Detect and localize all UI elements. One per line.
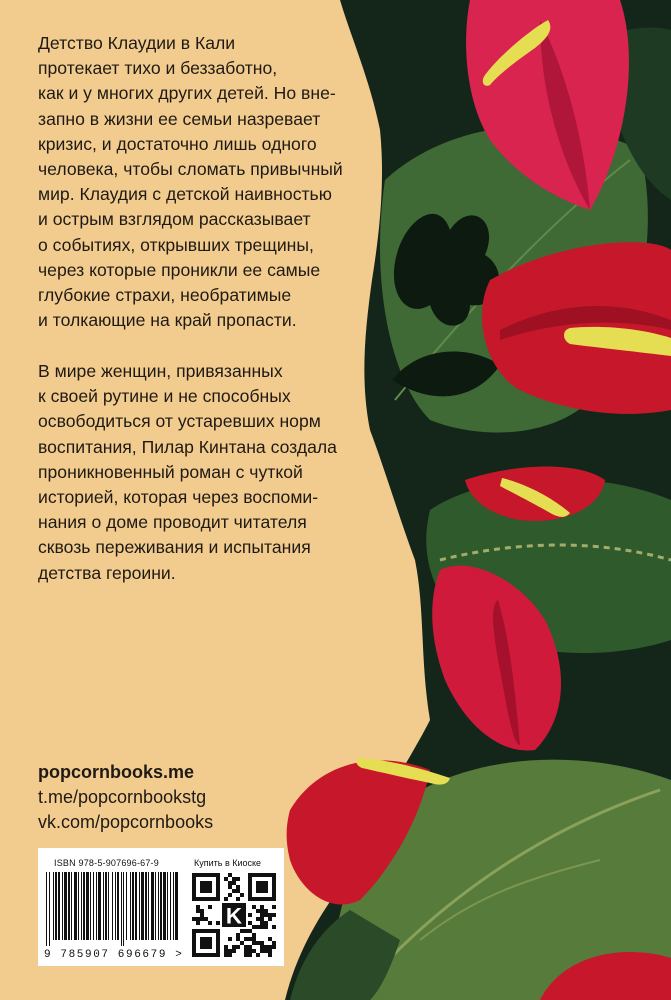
qr-module: [224, 949, 228, 953]
barcode-bar: [148, 872, 149, 940]
barcode-bar: [58, 872, 60, 940]
barcode-bar: [167, 872, 168, 940]
qr-module: [252, 925, 256, 929]
qr-module: [224, 897, 228, 901]
barcode-bar: [74, 872, 77, 940]
qr-module: [244, 949, 248, 953]
barcode-bar: [155, 872, 156, 940]
qr-module: [200, 909, 204, 913]
barcode-bar: [71, 872, 72, 940]
barcode-bar: [68, 872, 70, 940]
barcode-digits: 9 785907 696679 >: [44, 949, 184, 961]
qr-module: [264, 945, 268, 949]
qr-module: [248, 929, 252, 933]
barcode-bar: [53, 872, 54, 940]
qr-module: [260, 921, 264, 925]
qr-module: [196, 921, 200, 925]
qr-module: [236, 945, 240, 949]
qr-module: [268, 945, 272, 949]
qr-module: [224, 953, 228, 957]
qr-module: [256, 909, 260, 913]
barcode-bar: [98, 872, 101, 940]
qr-module: [224, 877, 228, 881]
barcode-bar: [62, 872, 63, 940]
qr-module: [264, 909, 268, 913]
qr-module: [244, 929, 248, 933]
qr-module: [268, 917, 272, 921]
qr-module: [252, 905, 256, 909]
qr-module: [244, 953, 248, 957]
qr-module: [204, 917, 208, 921]
barcode-bar: [117, 872, 119, 940]
qr-module: [200, 913, 204, 917]
publisher-links: [38, 760, 213, 835]
qr-module: [244, 937, 248, 941]
qr-module: [208, 921, 212, 925]
qr-module: [228, 937, 232, 941]
barcode-bar: [160, 872, 162, 940]
barcode-bar: [173, 872, 174, 940]
barcode-bar: [64, 872, 67, 940]
barcode-bar: [123, 872, 124, 946]
qr-module: [256, 941, 260, 945]
barcode-bar: [121, 872, 122, 946]
isbn-label: ISBN 978-5-907696-67-9: [54, 858, 159, 868]
barcode-bar: [130, 872, 131, 940]
qr-module: [248, 937, 252, 941]
qr-module: [248, 949, 252, 953]
barcode-bar: [163, 872, 166, 940]
qr-module: [216, 921, 220, 925]
qr-finder-core: [200, 881, 212, 893]
barcode-bar: [55, 872, 57, 940]
qr-module: [272, 925, 276, 929]
qr-module: [248, 913, 252, 917]
qr-module: [228, 873, 232, 877]
barcode-bar: [90, 872, 91, 940]
qr-module: [228, 949, 232, 953]
qr-module: [240, 893, 244, 897]
qr-module: [256, 925, 260, 929]
qr-module: [208, 905, 212, 909]
qr-module: [252, 941, 256, 945]
qr-module: [232, 877, 236, 881]
description-paragraph-1: Детство Клаудии в Кали протекает тихо и беззаботно, как и у многих других детей. Но вне- запно в жизни ее семьи назревает кризис, и достаточно лишь одного человека, чтобы сломать привычный мир. Клаудия с детской наивностью и острым взглядом рассказывает о событиях, открывших трещины, через которые проникли ее самые глубокие страхи, необратимые и толкающие на край пропасти.: [38, 33, 343, 331]
qr-module: [260, 945, 264, 949]
qr-module: [192, 917, 196, 921]
barcode-bar: [135, 872, 137, 940]
qr-module: [232, 945, 236, 949]
qr-module: [248, 945, 252, 949]
barcode-bar: [151, 872, 154, 940]
qr-module: [200, 917, 204, 921]
qr-module: [272, 945, 276, 949]
barcode-bar: [126, 872, 127, 940]
website-link[interactable]: popcornbooks.me: [38, 762, 195, 782]
qr-module: [228, 893, 232, 897]
qr-finder-core: [256, 881, 268, 893]
qr-module: [268, 953, 272, 957]
qr-module: [228, 885, 232, 889]
qr-module: [264, 925, 268, 929]
barcode-bar: [145, 872, 147, 940]
qr-module: [236, 877, 240, 881]
barcode-panel: [38, 848, 284, 966]
barcode-bar: [96, 872, 97, 940]
qr-module: [232, 949, 236, 953]
qr-module: [236, 937, 240, 941]
telegram-link[interactable]: t.me/popcornbookstg: [38, 787, 207, 807]
qr-module: [240, 941, 244, 945]
vk-link[interactable]: vk.com/popcornbooks: [38, 812, 214, 832]
barcode-bar: [108, 872, 109, 940]
barcode-bar: [46, 872, 47, 946]
qr-finder-core: [200, 937, 212, 949]
barcode-bar: [139, 872, 140, 940]
qr-module: [236, 933, 240, 937]
qr-module: [264, 921, 268, 925]
qr-module: [236, 885, 240, 889]
qr-module: [260, 909, 264, 913]
qr-module: [224, 945, 228, 949]
qr-module: [248, 953, 252, 957]
qr-module: [268, 913, 272, 917]
barcode-bar: [132, 872, 134, 940]
qr-module: [260, 905, 264, 909]
qr-module: [272, 905, 276, 909]
barcode-bar: [115, 872, 116, 940]
ean-barcode: [44, 872, 184, 946]
kiosk-label: Купить в Киоске: [194, 858, 262, 868]
barcode-bar: [175, 872, 178, 940]
qr-module: [196, 917, 200, 921]
qr-module: [252, 933, 256, 937]
qr-module: [228, 881, 232, 885]
qr-module: [248, 921, 252, 925]
qr-module: [260, 941, 264, 945]
qr-module: [272, 913, 276, 917]
barcode-bar: [170, 872, 171, 940]
qr-module: [196, 905, 200, 909]
qr-module: [236, 889, 240, 893]
qr-module: [252, 937, 256, 941]
qr-module: [240, 929, 244, 933]
qr-module: [232, 881, 236, 885]
barcode-bar: [83, 872, 85, 940]
qr-module: [236, 897, 240, 901]
barcode-bar: [112, 872, 113, 940]
qr-module: [272, 941, 276, 945]
qr-code-icon[interactable]: [192, 872, 276, 958]
barcode-bar: [103, 872, 104, 940]
qr-module: [268, 937, 272, 941]
barcode-bar: [141, 872, 144, 940]
qr-module: [256, 917, 260, 921]
qr-module: [256, 953, 260, 957]
qr-module: [264, 949, 268, 953]
barcode-bar: [78, 872, 79, 940]
barcode-bar: [158, 872, 159, 940]
barcode-bar: [86, 872, 89, 940]
qr-module: [260, 913, 264, 917]
qr-module: [252, 949, 256, 953]
barcode-bar: [105, 872, 107, 940]
qr-module: [260, 917, 264, 921]
qr-module: [244, 945, 248, 949]
qr-module: [260, 925, 264, 929]
description-paragraph-2: В мире женщин, привязанных к своей рутине и не способных освободиться от устаревших норм воспитания, Пилар Кинтана создала проникновенный роман с чуткой историей, которая через воспоми- нания о доме проводит читателя сквозь переживания и испытания детства героини.: [38, 361, 337, 583]
barcode-bar: [81, 872, 82, 940]
qr-module: [196, 909, 200, 913]
barcode-bar: [93, 872, 94, 940]
qr-module: [232, 889, 236, 893]
qr-center-letter: K: [225, 903, 243, 929]
qr-module: [268, 949, 272, 953]
qr-module: [264, 913, 268, 917]
qr-module: [260, 949, 264, 953]
qr-module: [228, 953, 232, 957]
barcode-bar: [49, 872, 50, 946]
